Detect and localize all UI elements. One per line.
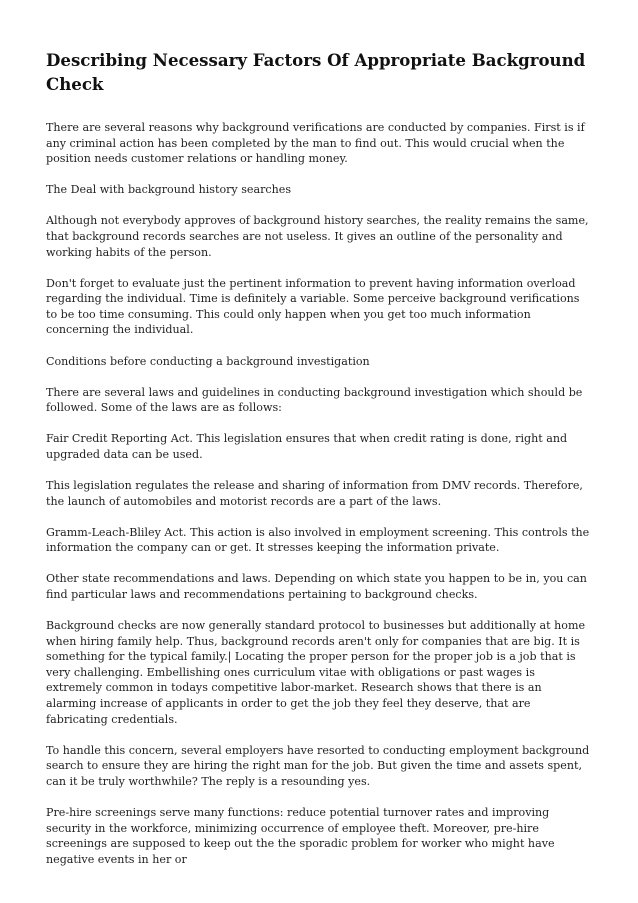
- paragraph-dmv: This legislation regulates the release and sharing of information from DMV records. Therefore, the launch of automobiles and motorist records are a part of the laws.: [46, 479, 583, 508]
- paragraph-employers: To handle this concern, several employers have resorted to conducting employment background search to ensure they are hiring the right man for the job. But given the time and assets spent, can it be truly worthwhile? The reply is a resounding yes.: [46, 743, 590, 788]
- paragraph-laws-intro: There are several laws and guidelines in conducting background investigation which should be followed. Some of the laws are as follows:: [46, 385, 583, 415]
- paragraph-pre-hire: Pre-hire screenings serve many functions: reduce potential turnover rates and improving security in the workforce, minimizing occurrence of employee theft. Moreover, pre-hire screenings are supposed to keep out the the sporadic problem for worker who might have negative events in her or: [46, 806, 555, 866]
- paragraph-fcra: Fair Credit Reporting Act. This legislation ensures that when credit rating is done, right and upgraded data can be used.: [46, 432, 568, 461]
- paragraph-evaluate: Don't forget to evaluate just the pertinent information to prevent having information overload regarding the individual. Time is definitely a variable. Some perceive background verifications to be too time consuming. This could only happen when you get too much information concerning the individual.: [46, 276, 580, 337]
- paragraph-state-laws: Other state recommendations and laws. Depending on which state you happen to be in, you can find particular laws and recommendations pertaining to background checks.: [46, 572, 587, 601]
- paragraph-glba: Gramm-Leach-Bliley Act. This action is also involved in employment screening. This controls the information the company can or get. It stresses keeping the information private.: [46, 525, 590, 555]
- paragraph-standard-protocol: Background checks are now generally standard protocol to businesses but additionally at home when hiring family help. Thus, background records aren't only for companies that are big. It is something for the typical family.| Locating the proper person for the proper job is a job that is very challenging. Embellishing ones curriculum vitae with obligations or past wages is extremely common in todays competitive labor-market. Research shows that there is an alarming increase of applicants in order to get the job they feel they deserve, that are fabricating credentials.: [46, 619, 586, 726]
- paragraph-intro: There are several reasons why background verifications are conducted by companies. First is if any criminal action has been completed by the man to find out. This would crucial when the position needs customer relations or handling money.: [46, 121, 585, 166]
- document-page: [46, 48, 594, 883]
- section-heading-conditions: Conditions before conducting a background investigation: [46, 354, 370, 368]
- document-title: Describing Necessary Factors Of Appropriate Background Check: [46, 50, 586, 94]
- paragraph-approval: Although not everybody approves of background history searches, the reality remains the same, that background records searches are not useless. It gives an outline of the personality and working habits of the person.: [46, 214, 589, 259]
- section-heading-deal: The Deal with background history searches: [46, 183, 292, 197]
